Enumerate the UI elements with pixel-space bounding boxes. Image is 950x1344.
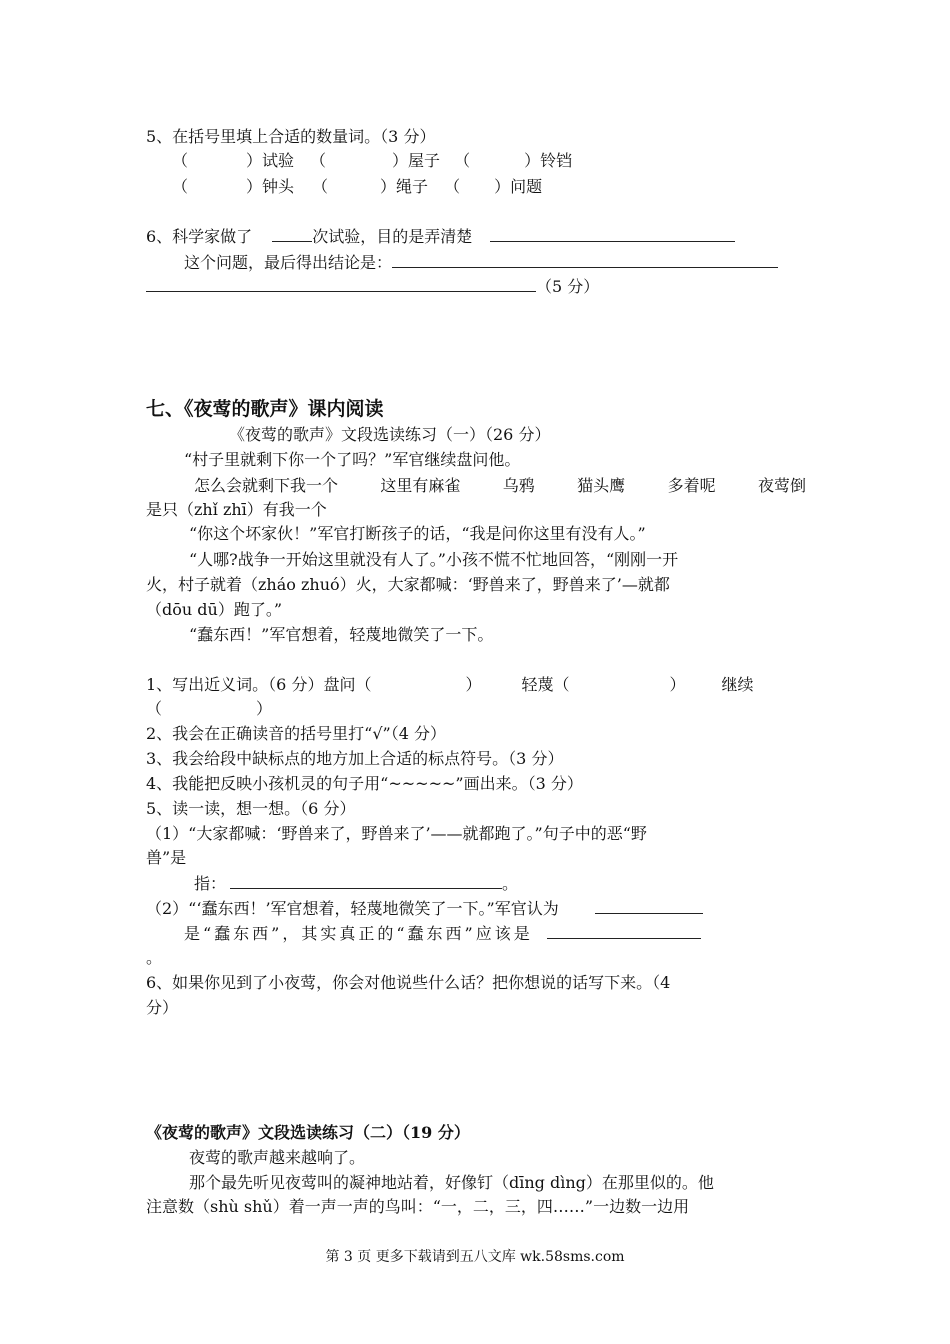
- question-text: ）: [669, 675, 686, 694]
- passage-phrase: 夜莺倒: [757, 476, 806, 495]
- passage-line: 注意数（shù shǔ）着一声一声的鸟叫：“一，二，三，四……”一边数一边用: [146, 1197, 690, 1216]
- question-text: ）: [256, 699, 273, 718]
- q6-score: （5 分）: [536, 277, 600, 296]
- passage-line: “村子里就剩下你一个了吗？”军官继续盘问他。: [184, 450, 521, 469]
- question-6: 6、如果你见到了小夜莺，你会对他说些什么话？把你想说的话写下来。（4: [146, 973, 671, 992]
- question-1-cont: [146, 698, 272, 720]
- q6-line2: [184, 252, 778, 274]
- blank-open: （: [310, 151, 327, 170]
- answer-blank[interactable]: [595, 899, 703, 914]
- passage-line: 火，村子就着（zháo zhuó）火，大家都喊：‘野兽来了，野兽来了’—就都: [146, 575, 670, 594]
- passage-phrase: 猫头鹰: [577, 476, 626, 495]
- question-2: 2、我会在正确读音的括号里打“√”（4 分）: [146, 724, 447, 743]
- question-3: 3、我会给段中缺标点的地方加上合适的标点符号。（3 分）: [146, 749, 564, 768]
- passage-line: [194, 475, 806, 497]
- question-5-2: [146, 898, 703, 920]
- answer-blank[interactable]: [146, 277, 536, 292]
- question-text: （: [146, 699, 163, 718]
- passage-phrase: 怎么会就剩下我一个: [194, 476, 339, 495]
- passage-line: “人哪?战争一开始这里就没有人了。”小孩不慌不忙地回答，“刚刚一开: [189, 550, 679, 569]
- question-5-2-end: 。: [146, 948, 163, 967]
- passage-line: “蠢东西！”军官想着，轻蔑地微笑了一下。: [189, 625, 494, 644]
- question-6-cont: 分）: [146, 998, 179, 1017]
- answer-blank[interactable]: [230, 874, 502, 889]
- blank-open: （: [172, 177, 189, 196]
- blank-open: （: [454, 151, 471, 170]
- q5-row2: [172, 176, 542, 198]
- measure-item: ）铃铛: [524, 151, 573, 170]
- passage-line: 是只（zhǐ zhī）有我一个: [146, 500, 327, 519]
- question-text: 1、写出近义词。（6 分）盘问（: [146, 675, 372, 694]
- question-5-1: （1）“大家都喊：‘野兽来了，野兽来了’——就都跑了。”句子中的恶“野: [146, 824, 647, 843]
- question-1: [146, 674, 754, 696]
- section2-subtitle: 《夜莺的歌声》文段选读练习（二）（19 分）: [146, 1123, 470, 1142]
- q6-line3: [146, 276, 599, 298]
- question-text: 。: [502, 874, 519, 893]
- measure-item: ）钟头: [246, 177, 295, 196]
- blank-open: （: [444, 177, 461, 196]
- q5-title: 5、在括号里填上合适的数量词。（3 分）: [146, 127, 436, 146]
- measure-item: ）绳子: [380, 177, 429, 196]
- question-5-1-answer: [194, 873, 518, 895]
- q5-row1: [172, 150, 572, 172]
- answer-blank[interactable]: [272, 227, 312, 242]
- blank-open: （: [172, 151, 189, 170]
- passage-phrase: 多着呢: [667, 476, 716, 495]
- measure-item: ）屋子: [392, 151, 441, 170]
- question-text: ）: [465, 675, 482, 694]
- q6-text: 这个问题，最后得出结论是：: [184, 253, 393, 272]
- answer-blank[interactable]: [392, 253, 778, 268]
- section-subtitle: 《夜莺的歌声》文段选读练习（一）（26 分）: [229, 425, 551, 444]
- passage-line: 那个最先听见夜莺叫的凝神地站着，好像钉（dīng dìng）在那里似的。他: [189, 1173, 714, 1192]
- question-text: 轻蔑（: [521, 675, 570, 694]
- blank-open: （: [312, 177, 329, 196]
- question-5-1-cont: 兽”是: [146, 848, 187, 867]
- passage-line: （dōu dū）跑了。”: [146, 600, 282, 619]
- passage-phrase: 乌鸦: [502, 476, 535, 495]
- question-5: 5、读一读，想一想。（6 分）: [146, 799, 356, 818]
- question-4: 4、我能把反映小孩机灵的句子用“~~~~~”画出来。（3 分）: [146, 774, 583, 793]
- page-footer: 第 3 页 更多下载请到五八文库 wk.58sms.com: [325, 1249, 625, 1265]
- question-5-2-cont: [184, 923, 701, 945]
- question-text: 是“蠢东西”，其实真正的“蠢东西”应该是: [184, 924, 533, 943]
- section-heading: 七、《夜莺的歌声》课内阅读: [146, 398, 384, 420]
- question-text: （2）“‘蠢东西！’军官想着，轻蔑地微笑了一下。”军官认为: [146, 899, 559, 918]
- passage-line: 夜莺的歌声越来越响了。: [189, 1148, 366, 1167]
- q6-text: 次试验，目的是弄清楚: [312, 227, 473, 246]
- question-text: 指：: [194, 874, 227, 893]
- passage-phrase: 这里有麻雀: [380, 476, 461, 495]
- q6-line1: [146, 226, 735, 248]
- answer-blank[interactable]: [547, 924, 701, 939]
- measure-item: ）问题: [494, 177, 543, 196]
- question-text: 继续: [721, 675, 754, 694]
- passage-line: “你这个坏家伙！”军官打断孩子的话，“我是问你这里有没有人。”: [189, 524, 646, 543]
- answer-blank[interactable]: [490, 227, 735, 242]
- measure-item: ）试验: [246, 151, 295, 170]
- q6-text: 6、科学家做了: [146, 227, 253, 246]
